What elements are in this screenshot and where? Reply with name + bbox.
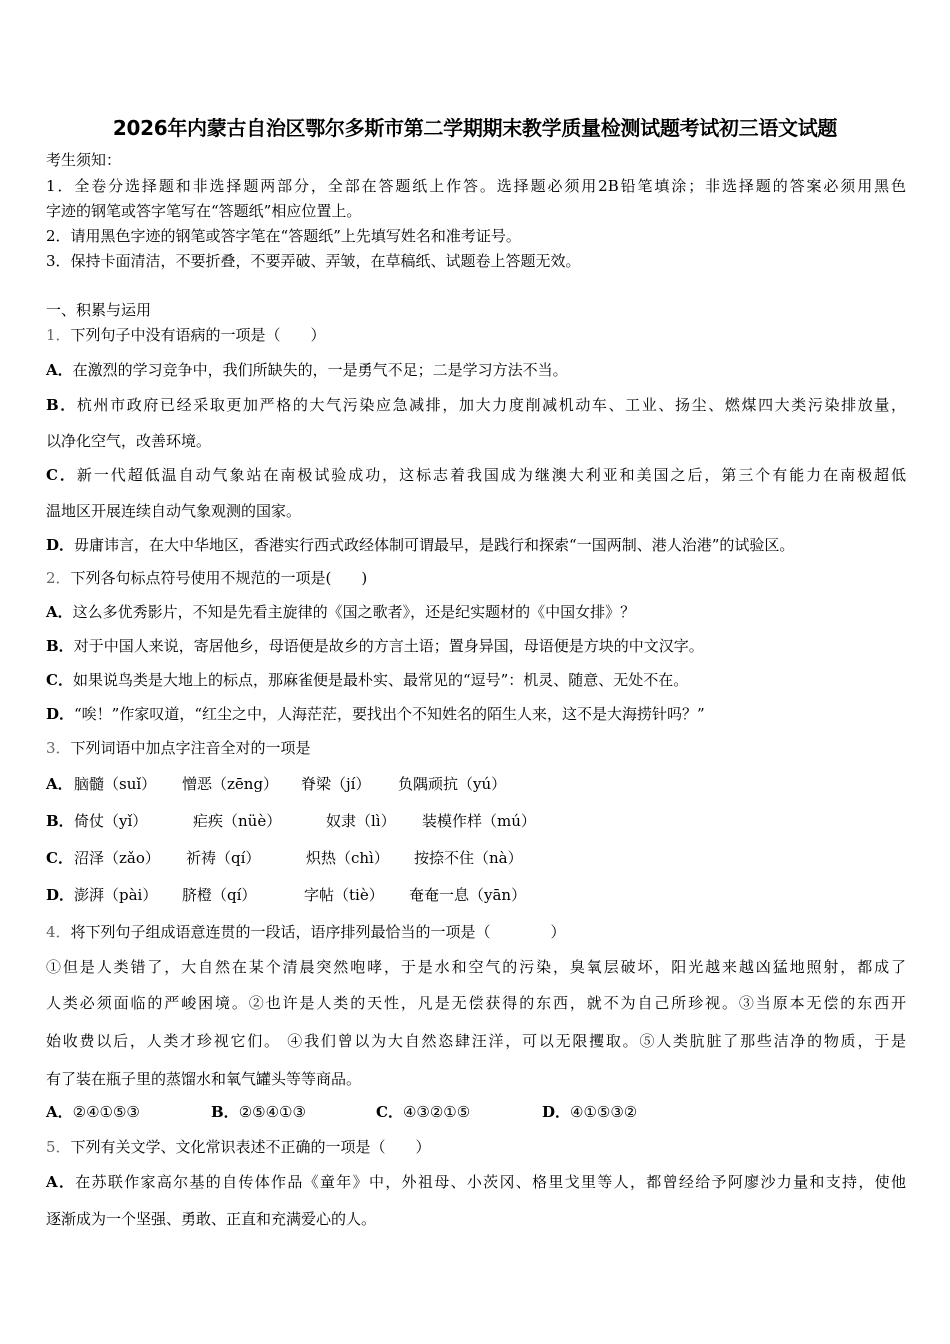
question-text: 下列各句标点符号使用不规范的一项是( ) <box>70 569 368 587</box>
word-2: 脐橙（qí） <box>182 886 257 904</box>
q2-option-a <box>46 602 635 622</box>
option-text: 在激烈的学习竞争中，我们所缺失的，一是勇气不足；二是学习方法不当。 <box>72 361 568 379</box>
question-number: 2． <box>46 569 71 587</box>
option-text: ④③②①⑤ <box>402 1103 471 1121</box>
question-5-stem <box>46 1137 431 1157</box>
word-1: 脑髓（suǐ） <box>74 775 157 793</box>
question-text: 将下列句子组成语意连贯的一段话，语序排列最恰当的一项是（ ） <box>70 923 566 941</box>
q4-passage-line-2: 人类必须面临的严峻困境。②也许是人类的天性，凡是无偿获得的东西，就不为自己所珍视。③当原本无偿的东西开 <box>46 994 906 1012</box>
q3-option-c <box>46 848 523 868</box>
word-3: 脊梁（jí） <box>301 775 371 793</box>
option-text: 如果说鸟类是大地上的标点，那麻雀便是最朴实、最常见的“逗号”：机灵、随意、无处不在。 <box>72 671 689 689</box>
question-text: 下列有关文学、文化常识表述不正确的一项是（ ） <box>70 1138 431 1156</box>
option-label: A． <box>46 1173 76 1191</box>
option-label: A． <box>46 1103 73 1121</box>
option-text: ②④①⑤③ <box>72 1103 140 1121</box>
q4-option-b <box>211 1102 306 1122</box>
option-text: “唉！”作家叹道，“红尘之中，人海茫茫，要找出个不知姓名的陌生人来，这不是大海捞针吗？” <box>74 705 705 723</box>
q4-option-d <box>542 1102 637 1122</box>
question-2-stem <box>46 568 367 588</box>
q4-passage-line-3: 始收费以后，人类才珍视它们。 ④我们曾以为大自然恣肆汪洋，可以无限攫取。⑤人类肮脏了那些洁净的物质，于是 <box>46 1032 906 1050</box>
q2-option-c <box>46 670 688 690</box>
q1-option-c-line-2: 温地区开展连续自动气象观测的国家。 <box>46 502 302 520</box>
word-4: 负隅顽抗（yú） <box>398 775 507 793</box>
word-3: 奴隶（lì） <box>326 812 396 830</box>
option-label: B． <box>46 396 77 414</box>
word-3: 字帖（tiè） <box>304 886 384 904</box>
option-label: A． <box>46 775 73 793</box>
option-label: A． <box>46 361 73 379</box>
notice-item-1-line-2: 字迹的钢笔或答字笔写在“答题纸”相应位置上。 <box>46 202 362 220</box>
q4-option-c <box>376 1102 470 1122</box>
option-label: B． <box>46 812 74 830</box>
notice-item-2: 2．请用黑色字迹的钢笔或答字笔在“答题纸”上先填写姓名和准考证号。 <box>46 227 521 245</box>
word-4: 奄奄一息（yān） <box>409 886 527 904</box>
question-4-stem <box>46 922 566 942</box>
word-2: 憎恶（zēng） <box>182 775 279 793</box>
q1-option-b-line-2: 以净化空气，改善环境。 <box>46 432 212 450</box>
option-text: 杭州市政府已经采取更加严格的大气污染应急减排，加大力度削减机动车、工业、扬尘、燃煤四大类污染排放量， <box>76 396 906 414</box>
option-text: 在苏联作家高尔基的自传体作品《童年》中，外祖母、小茨冈、格里戈里等人，都曾经给予阿廖沙力量和支持，使他 <box>75 1173 907 1191</box>
word-1: 倚仗（yǐ） <box>74 812 148 830</box>
question-3-stem <box>46 738 311 758</box>
q3-option-b <box>46 811 536 831</box>
question-text: 下列词语中加点字注音全对的一项是 <box>70 739 311 757</box>
q3-option-a <box>46 774 507 794</box>
q1-option-c-line-1 <box>46 465 906 485</box>
option-label: B． <box>46 637 74 655</box>
q1-option-d <box>46 535 794 555</box>
option-label: B． <box>211 1103 239 1121</box>
q5-option-a-line-2: 逐渐成为一个坚强、勇敢、正直和充满爱心的人。 <box>46 1210 377 1228</box>
option-label: D． <box>46 536 75 554</box>
question-1-stem <box>46 325 326 345</box>
question-number: 5． <box>46 1138 71 1156</box>
q4-passage-line-1: ①但是人类错了，大自然在某个清晨突然咆哮，于是水和空气的污染，臭氧层破坏，阳光越来越凶猛地照射，都成了 <box>46 958 906 976</box>
word-1: 澎湃（pài） <box>74 886 158 904</box>
option-label: A． <box>46 603 73 621</box>
notice-item-3: 3．保持卡面清洁，不要折叠，不要弄破、弄皱，在草稿纸、试题卷上答题无效。 <box>46 252 581 270</box>
option-text: 新一代超低温自动气象站在南极试验成功，这标志着我国成为继澳大利亚和美国之后，第三个有能力在南极超低 <box>76 466 906 484</box>
option-text: ②⑤④①③ <box>238 1103 306 1121</box>
q1-option-a <box>46 360 568 380</box>
q1-option-b-line-1 <box>46 395 906 415</box>
word-4: 按捺不住（nà） <box>414 849 523 867</box>
option-label: D． <box>46 886 75 904</box>
word-3: 炽热（chì） <box>306 849 389 867</box>
question-number: 1． <box>46 326 71 344</box>
option-label: C． <box>46 849 73 867</box>
option-text: 这么多优秀影片，不知是先看主旋律的《国之歌者》，还是纪实题材的《中国女排》？ <box>72 603 636 621</box>
option-label: D． <box>46 705 75 723</box>
option-text: ④①⑤③② <box>570 1103 638 1121</box>
notice-heading: 考生须知： <box>46 151 122 169</box>
q4-option-a <box>46 1102 140 1122</box>
word-2: 祈祷（qí） <box>186 849 261 867</box>
option-text: 对于中国人来说，寄居他乡，母语便是故乡的方言土语；置身异国，母语便是方块的中文汉字。 <box>73 637 704 655</box>
section-heading: 一、积累与运用 <box>46 301 152 319</box>
option-label: C． <box>46 671 73 689</box>
question-number: 4． <box>46 923 71 941</box>
question-text: 下列句子中没有语病的一项是（ ） <box>70 326 326 344</box>
option-label: D． <box>542 1103 571 1121</box>
notice-item-1-line-1: 1．全卷分选择题和非选择题两部分，全部在答题纸上作答。选择题必须用2B铅笔填涂；非选择题的答案必须用黑色 <box>46 177 906 195</box>
option-label: C． <box>46 466 77 484</box>
word-1: 沼泽（zǎo） <box>74 849 160 867</box>
page-title: 2026年内蒙古自治区鄂尔多斯市第二学期期末教学质量检测试题考试初三语文试题 <box>112 116 838 140</box>
question-number: 3． <box>46 739 71 757</box>
option-label: C． <box>376 1103 403 1121</box>
q5-option-a-line-1 <box>46 1172 906 1192</box>
q4-passage-line-4: 有了装在瓶子里的蒸馏水和氧气罐头等等商品。 <box>46 1070 362 1088</box>
q2-option-d <box>46 704 705 724</box>
q3-option-d <box>46 885 527 905</box>
q2-option-b <box>46 636 704 656</box>
word-2: 疟疾（nüè） <box>193 812 282 830</box>
word-4: 装模作样（mú） <box>422 812 536 830</box>
option-text: 毋庸讳言，在大中华地区，香港实行西式政经体制可谓最早，是践行和探索“一国两制、港人治港”的试验区。 <box>74 536 795 554</box>
